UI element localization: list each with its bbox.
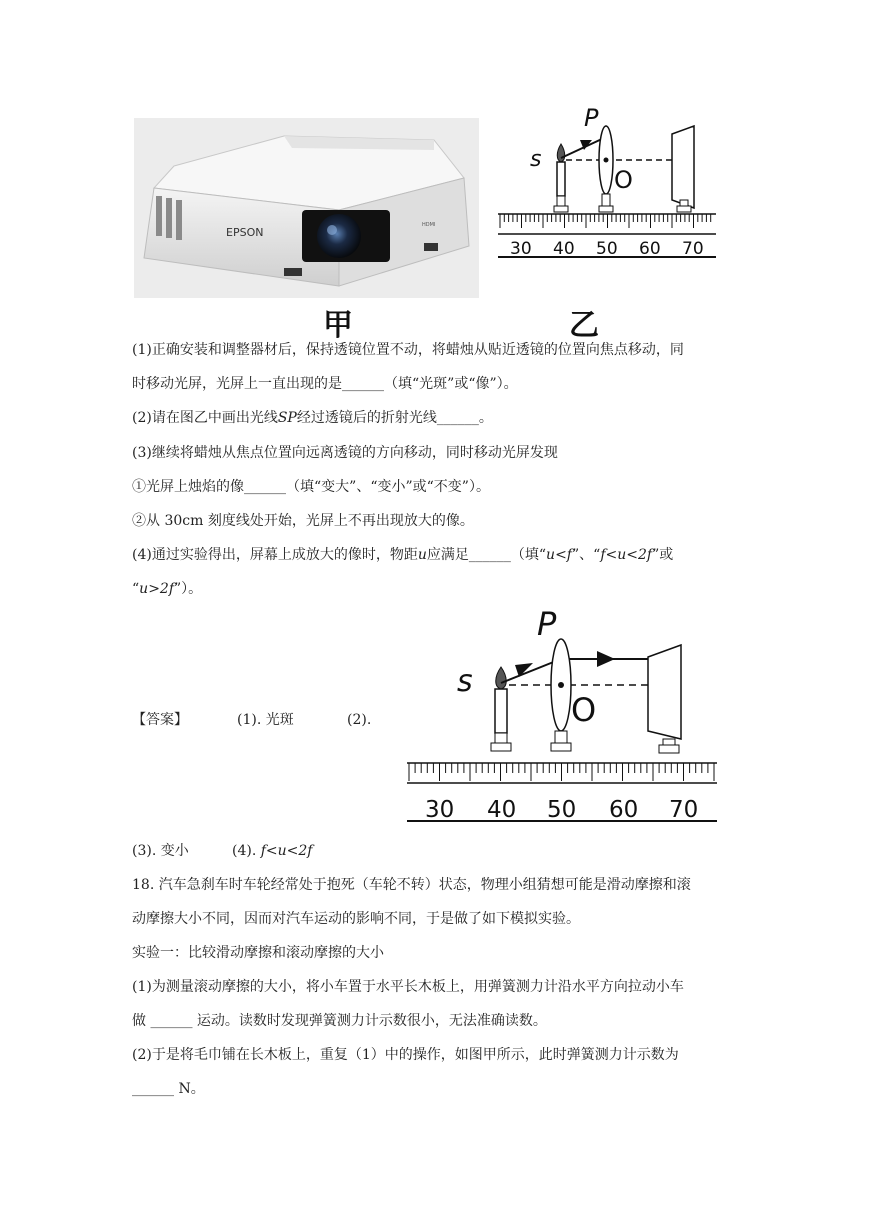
problem-18-intro-cont: 动摩擦大小不同，因而对汽车运动的影响不同，于是做了如下模拟实验。 [132, 911, 580, 927]
q4-text-d: ”或 [652, 547, 674, 563]
q4-option-1: u<f [546, 547, 572, 563]
answer-point-s-label: s [457, 664, 473, 699]
q4-text-e: “ [132, 581, 140, 597]
projector-brand: EPSON [226, 226, 264, 239]
experiment-1-title: 实验一：比较滑动摩擦和滚动摩擦的大小 [132, 945, 384, 961]
answer-ruler-tick-label: 60 [609, 797, 639, 823]
point-p-label: P [584, 104, 599, 132]
answer-ray-diagram [405, 603, 720, 825]
q4-option-3: u>2f [139, 581, 175, 597]
figure-label-yi: 乙 [569, 308, 599, 343]
point-o-label: O [614, 166, 633, 194]
answer-4-value: f<u<2f [260, 843, 313, 859]
problem-18-part-2: (2)于是将毛巾铺在长木板上，重复（1）中的操作，如图甲所示，此时弹簧测力计示数为 [132, 1047, 679, 1063]
problem-18-part-1-cont: 做 ______ 运动。读数时发现弹簧测力计示数很小，无法准确读数。 [132, 1013, 547, 1029]
projector-port: HDMI [422, 222, 436, 228]
answer-4-label: (4). [232, 843, 257, 859]
question-1: (1)正确安装和调整器材后，保持透镜位置不动，将蜡烛从贴近透镜的位置向焦点移动，同 [132, 342, 684, 358]
ruler-tick-label: 60 [639, 239, 661, 259]
answer-point-p-label: P [537, 605, 557, 643]
q4-text-f: ”）。 [174, 581, 203, 597]
answer-ruler-tick-label: 40 [487, 797, 517, 823]
ruler-tick-label: 40 [553, 239, 575, 259]
ruler-tick-label: 70 [682, 239, 704, 259]
q4-u: u [417, 547, 427, 563]
question-3-1: ①光屏上烛焰的像______（填“变大”、“变小”或“不变”）。 [132, 479, 490, 495]
question-4 [132, 545, 673, 565]
problem-18-part-2-cont: ______ N。 [132, 1081, 205, 1097]
answer-4 [232, 841, 312, 861]
ray-sp: SP [277, 410, 297, 426]
answer-point-o-label: O [571, 691, 597, 729]
question-3-2: ②从 30cm 刻度线处开始，光屏上不再出现放大的像。 [132, 513, 474, 529]
question-3: (3)继续将蜡烛从焦点位置向远离透镜的方向移动，同时移动光屏发现 [132, 445, 558, 461]
answer-ruler-tick-label: 30 [425, 797, 455, 823]
answer-2: (2). [347, 712, 372, 728]
ruler-tick-label: 50 [596, 239, 618, 259]
q4-option-2: f<u<2f [600, 547, 653, 563]
answer-3: (3). 变小 [132, 843, 189, 859]
problem-18-intro: 18. 汽车急刹车时车轮经常处于抱死（车轮不转）状态，物理小组猜想可能是滑动摩擦和滚 [132, 877, 691, 893]
answer-1: (1). 光斑 [237, 712, 294, 728]
figure-label-jia: 甲 [323, 308, 353, 343]
point-s-label: s [530, 147, 542, 172]
answer-label: 【答案】 [132, 712, 188, 728]
ruler-tick-label: 30 [510, 239, 532, 259]
q4-text-a: (4)通过实验得出，屏幕上成放大的像时，物距 [132, 547, 418, 563]
question-2 [132, 408, 493, 428]
problem-18-part-1: (1)为测量滚动摩擦的大小，将小车置于水平长木板上，用弹簧测力计沿水平方向拉动小车 [132, 979, 684, 995]
q4-text-b: 应满足______（填“ [426, 547, 547, 563]
question-2-text-b: 经过透镜后的折射光线______。 [296, 410, 493, 426]
optical-bench-figure [494, 100, 722, 270]
q4-text-c: ”、“ [571, 547, 601, 563]
answer-ruler-tick-label: 70 [669, 797, 699, 823]
question-2-text-a: (2)请在图乙中画出光线 [132, 410, 278, 426]
projector-figure [134, 118, 479, 298]
question-4-cont [132, 579, 202, 599]
question-1-cont: 时移动光屏，光屏上一直出现的是______（填“光斑”或“像”）。 [132, 376, 518, 392]
answer-ruler-tick-label: 50 [547, 797, 577, 823]
